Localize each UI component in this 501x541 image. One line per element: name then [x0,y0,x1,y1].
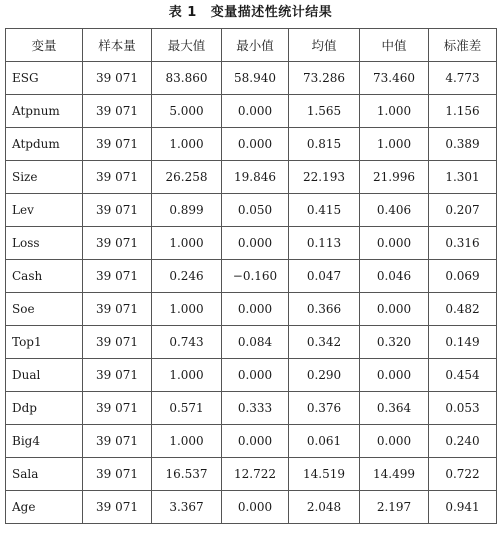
table-row [6,326,497,359]
table-row [6,425,497,458]
header-median: 中值 [360,29,429,62]
median-cell: 0.364 [360,392,429,425]
median-cell: 2.197 [360,491,429,524]
min-cell: 0.333 [222,392,289,425]
mean-cell: 0.290 [289,359,360,392]
variable-cell: ESG [6,62,83,95]
mean-cell: 0.342 [289,326,360,359]
std-dev-cell: 0.389 [429,128,497,161]
table-caption [0,0,501,26]
std-dev-cell: 0.240 [429,425,497,458]
mean-cell: 0.047 [289,260,360,293]
max-cell: 16.537 [152,458,222,491]
table-row [6,194,497,227]
mean-cell: 0.415 [289,194,360,227]
variable-cell: Age [6,491,83,524]
header-mean: 均值 [289,29,360,62]
variable-cell: Sala [6,458,83,491]
mean-cell: 2.048 [289,491,360,524]
max-cell: 0.743 [152,326,222,359]
std-dev-cell: 0.454 [429,359,497,392]
variable-cell: Atpdum [6,128,83,161]
header-max: 最大值 [152,29,222,62]
mean-cell: 0.061 [289,425,360,458]
header-std-dev: 标准差 [429,29,497,62]
mean-cell: 0.815 [289,128,360,161]
min-cell: 0.000 [222,425,289,458]
table-body [6,62,497,524]
median-cell: 0.000 [360,227,429,260]
std-dev-cell: 0.316 [429,227,497,260]
max-cell: 3.367 [152,491,222,524]
max-cell: 0.246 [152,260,222,293]
min-cell: 12.722 [222,458,289,491]
std-dev-cell: 0.149 [429,326,497,359]
median-cell: 0.000 [360,425,429,458]
mean-cell: 0.376 [289,392,360,425]
median-cell: 14.499 [360,458,429,491]
max-cell: 83.860 [152,62,222,95]
std-dev-cell: 1.156 [429,95,497,128]
table-row [6,62,497,95]
sample-size-cell: 39 071 [83,95,152,128]
table-number: 表 1 [168,5,197,20]
header-min: 最小值 [222,29,289,62]
max-cell: 0.571 [152,392,222,425]
table-row [6,95,497,128]
mean-cell: 0.366 [289,293,360,326]
sample-size-cell: 39 071 [83,326,152,359]
variable-cell: Atpnum [6,95,83,128]
min-cell: 19.846 [222,161,289,194]
table-row [6,293,497,326]
variable-cell: Dual [6,359,83,392]
min-cell: 0.000 [222,227,289,260]
sample-size-cell: 39 071 [83,392,152,425]
mean-cell: 22.193 [289,161,360,194]
sample-size-cell: 39 071 [83,161,152,194]
table-row [6,128,497,161]
sample-size-cell: 39 071 [83,128,152,161]
variable-cell: Size [6,161,83,194]
median-cell: 1.000 [360,95,429,128]
min-cell: −0.160 [222,260,289,293]
table-row [6,392,497,425]
std-dev-cell: 0.482 [429,293,497,326]
median-cell: 0.406 [360,194,429,227]
table-title: 变量描述性统计结果 [210,5,333,20]
median-cell: 1.000 [360,128,429,161]
table-row [6,260,497,293]
variable-cell: Loss [6,227,83,260]
table-row [6,161,497,194]
median-cell: 0.000 [360,293,429,326]
table-row [6,491,497,524]
table-row [6,359,497,392]
variable-cell: Top1 [6,326,83,359]
std-dev-cell: 0.722 [429,458,497,491]
variable-cell: Ddp [6,392,83,425]
min-cell: 0.000 [222,293,289,326]
median-cell: 21.996 [360,161,429,194]
min-cell: 0.000 [222,491,289,524]
min-cell: 0.000 [222,128,289,161]
min-cell: 0.000 [222,359,289,392]
sample-size-cell: 39 071 [83,458,152,491]
variable-cell: Cash [6,260,83,293]
min-cell: 58.940 [222,62,289,95]
variable-cell: Lev [6,194,83,227]
min-cell: 0.084 [222,326,289,359]
mean-cell: 14.519 [289,458,360,491]
std-dev-cell: 1.301 [429,161,497,194]
median-cell: 0.046 [360,260,429,293]
max-cell: 5.000 [152,95,222,128]
descriptive-statistics-table [5,28,497,524]
table-row [6,458,497,491]
sample-size-cell: 39 071 [83,425,152,458]
std-dev-cell: 0.053 [429,392,497,425]
sample-size-cell: 39 071 [83,62,152,95]
header-variable: 变量 [6,29,83,62]
max-cell: 1.000 [152,128,222,161]
min-cell: 0.000 [222,95,289,128]
sample-size-cell: 39 071 [83,293,152,326]
sample-size-cell: 39 071 [83,359,152,392]
variable-cell: Big4 [6,425,83,458]
max-cell: 1.000 [152,293,222,326]
max-cell: 1.000 [152,359,222,392]
header-sample-size: 样本量 [83,29,152,62]
mean-cell: 1.565 [289,95,360,128]
min-cell: 0.050 [222,194,289,227]
variable-cell: Soe [6,293,83,326]
median-cell: 73.460 [360,62,429,95]
std-dev-cell: 0.069 [429,260,497,293]
max-cell: 0.899 [152,194,222,227]
table-row [6,227,497,260]
max-cell: 1.000 [152,425,222,458]
median-cell: 0.320 [360,326,429,359]
std-dev-cell: 0.207 [429,194,497,227]
sample-size-cell: 39 071 [83,194,152,227]
std-dev-cell: 4.773 [429,62,497,95]
header-row [6,29,497,62]
std-dev-cell: 0.941 [429,491,497,524]
max-cell: 26.258 [152,161,222,194]
mean-cell: 0.113 [289,227,360,260]
sample-size-cell: 39 071 [83,260,152,293]
median-cell: 0.000 [360,359,429,392]
max-cell: 1.000 [152,227,222,260]
mean-cell: 73.286 [289,62,360,95]
sample-size-cell: 39 071 [83,491,152,524]
sample-size-cell: 39 071 [83,227,152,260]
